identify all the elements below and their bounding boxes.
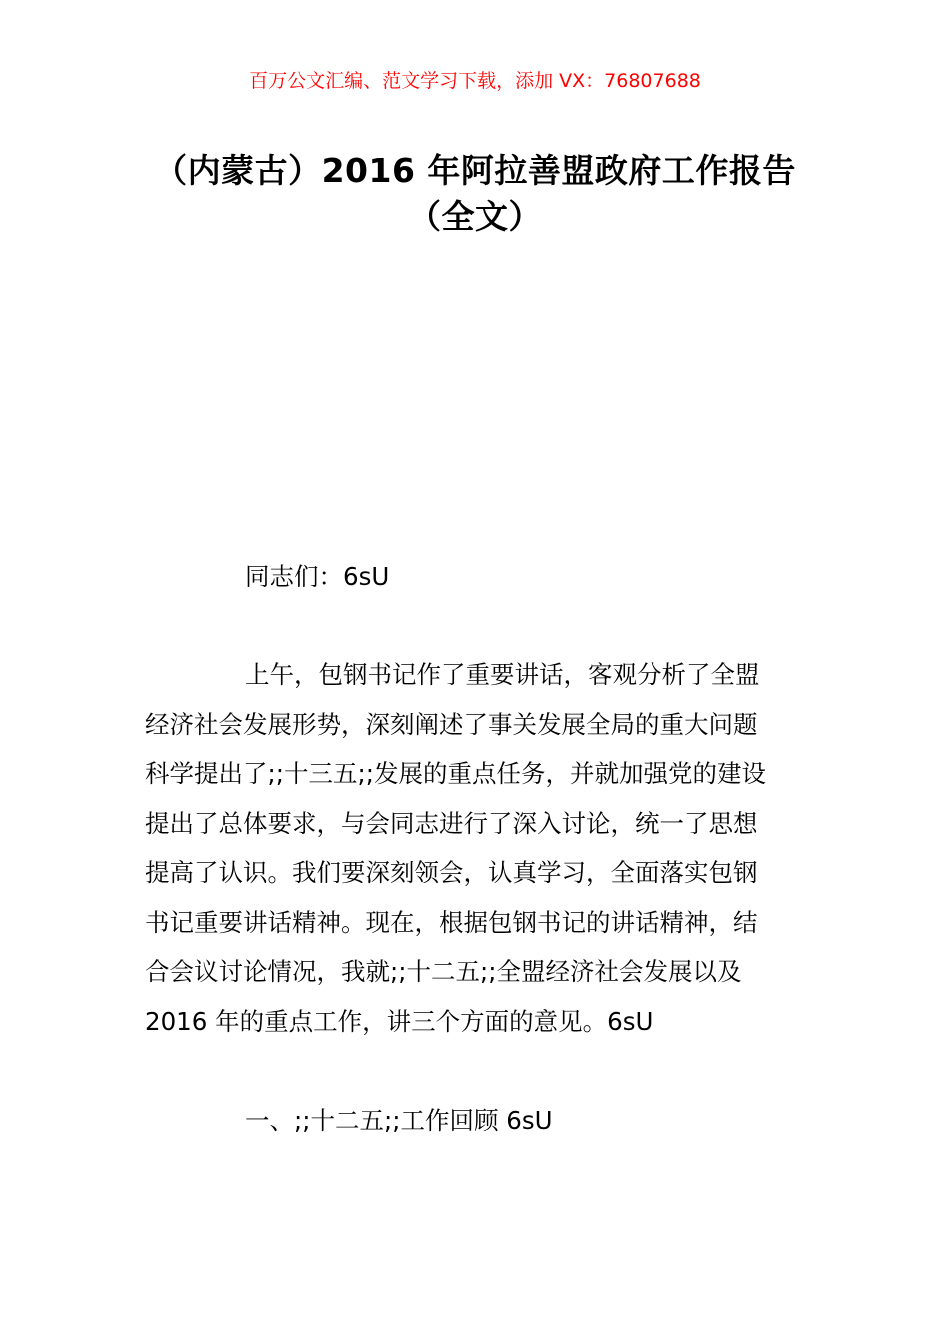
paragraph-line: 提高了认识。我们要深刻领会，认真学习，全面落实包钢	[145, 858, 758, 887]
paragraph-line: 上午，包钢书记作了重要讲话，客观分析了全盟	[245, 660, 760, 689]
paragraph-line: 经济社会发展形势，深刻阐述了事关发展全局的重大问题	[145, 709, 758, 739]
paragraph-line: 合会议讨论情况，我就;;十二五;;全盟经济社会发展以及	[145, 957, 742, 986]
paragraph-line: 科学提出了;;十三五;;发展的重点任务，并就加强党的建设	[145, 759, 767, 788]
title-line-2: （全文）	[408, 197, 542, 236]
section-heading: 一、;;十二五;;工作回顾 6sU	[245, 1106, 553, 1135]
salutation: 同志们：6sU	[245, 562, 390, 591]
paragraph-line: 书记重要讲话精神。现在，根据包钢书记的讲话精神，结	[145, 907, 758, 937]
title-line-1: （内蒙古）2016 年阿拉善盟政府工作报告	[154, 151, 796, 190]
paragraph-line: 提出了总体要求，与会同志进行了深入讨论，统一了思想	[145, 808, 758, 838]
download-banner: 百万公文汇编、范文学习下载，添加 VX：76807688	[249, 70, 701, 92]
document-title	[80, 148, 870, 240]
paragraph-line: 2016 年的重点工作，讲三个方面的意见。6sU	[145, 1006, 654, 1036]
body-paragraph	[145, 650, 810, 1046]
